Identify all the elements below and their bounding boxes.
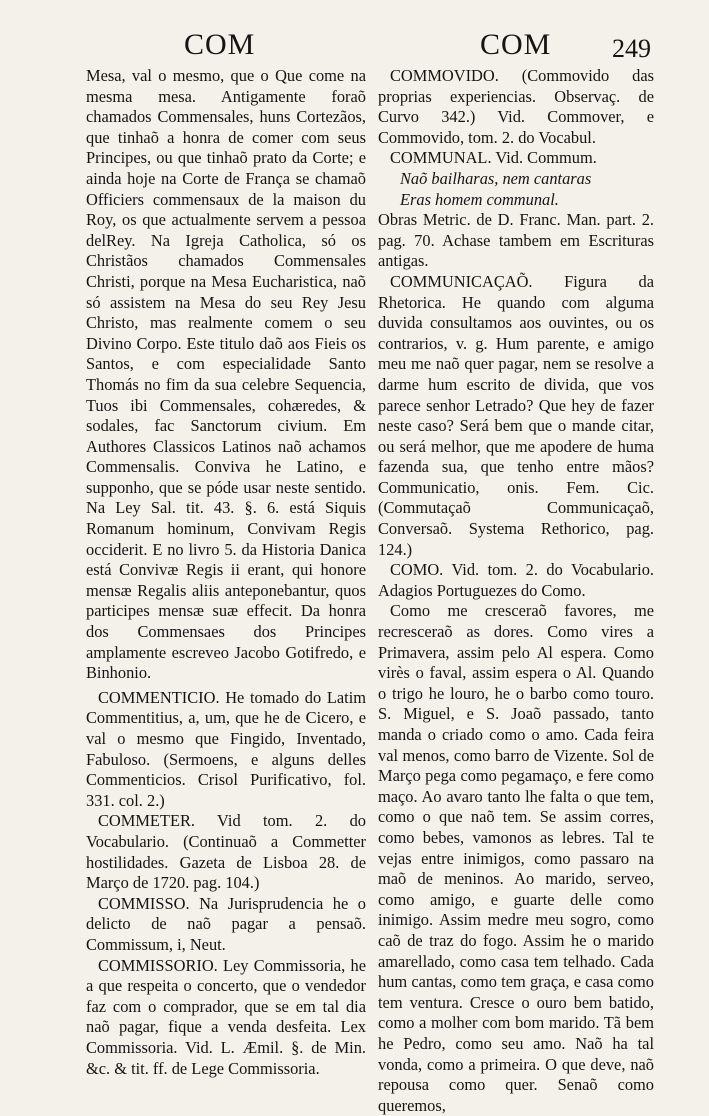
entry-commenticio: COMMENTICIO. He tomado do Latim Commentitius, a, um, que he de Cicero, e val o mesmo que Fingido, Inventado, Fabuloso. (Sermoens, e alguns delles Commenticios. Crisol Purificativo, fol. 331. col. 2.): [86, 687, 366, 810]
right-column: [378, 66, 654, 1116]
entry-communal: COMMUNAL. Vid. Commum.: [390, 148, 597, 168]
entry-communicacao: COMMUNICAÇAÕ. Figura da Rhetorica. He quando com alguma duvida consultamos aos ouvintes, ou os contrarios, v. g. Hum parente, e amigo meu me naõ quer pagar, nem se resolve a darme hum escrito de divida, que vos parece senhor Letrado? Que hey de fazer neste caso? Será bem que o mande citar, ou será melhor, que me apodere de huma fazenda sua, que tenho entre mãos? Communicatio, onis. Fem. Cic. (Commutaçaõ Communicaçaõ, Conversaõ. Systema Rethorico, pag. 124.): [378, 271, 654, 559]
entry-commisso: COMMISSO. Na Jurisprudencia he o delicto de naõ pagar a pensaõ. Commissum, i, Neut.: [86, 893, 366, 954]
adagios-text: Como me cresceraõ favores, me recresceraõ as dores. Como vires a Primavera, assim pelo Al espera. Como virès o faval, assim espera o Al. Quando o trigo he louro, he o barbo como touro. S. Miguel, e S. Joaõ passado, tanto manda o criado como o amo. Cada feira val menos, como barro de Vizente. Sol de Março pega como pegamaço, e fere como maço. Ao avaro tanto lhe falta o que tem, como o que naõ tem. Se assim corres, como bebes, vamonos as lebres. Tal te vejas entre inimigos, como passaro na maõ de meninos. Ao marido, serveo, como amigo, e guarte delle como inimigo. Assim medre meu sogro, como caõ de traz do fogo. Assim he o marido amarellado, como casa tem telhado. Cada hum cantas, como tem graça, e casa como tem ventura. Cresce o ouro bem batido, como a molher com bom marido. Tã bem he Pedro, como seu amo. Naõ ha tal vonda, como a primeira. O que deve, naõ repousa como quer. Senaõ como queremos,: [378, 601, 654, 1115]
entry-commissorio: COMMISSORIO. Ley Commissoria, he a que respeita o concerto, que o vendedor faz com o comprador, que se em tal dia naõ pagar, fique a venda desfeita. Lex Commissoria. Vid. L. Æmil. §. de Min. &c. & tit. ff. de Lege Commissoria.: [86, 955, 366, 1078]
verse-line-1: Naõ bailharas, nem cantaras: [400, 168, 592, 188]
left-column: [86, 66, 366, 1079]
verse-citation: Obras Metric. de D. Franc. Man. part. 2. pag. 70. Achase tambem em Escrituras antigas.: [378, 210, 654, 271]
entry-como: COMO. Vid. tom. 2. do Vocabulario. Adagios Portuguezes do Como.: [378, 560, 654, 600]
entry-commovido: COMMOVIDO. (Commovido das proprias experiencias. Observaç. de Curvo 342.) Vid. Commover, e Commovido, tom. 2. do Vocabul.: [378, 66, 654, 147]
header-right-word: COM: [480, 28, 552, 61]
header-left-word: COM: [184, 28, 256, 61]
running-header: [0, 28, 709, 68]
page-number: 249: [612, 34, 651, 63]
entry-commensal-continued: Mesa, val o mesmo, que o Que come na mesma mesa. Antigamente foraõ chamados Commensales, huns Cortezãos, que tinhaõ a honra de comer com seus Principes, ou que tinhaõ prato da Corte; e ainda hoje na Corte de França se chamaõ Officiers commensaux de la maison du Roy, os que actualmente servem a pessoa delRey. Na Igreja Catholica, só os Christãos chamados Commensales Christi, porque na Mesa Eucharistica, naõ só assistem na Mesa do seu Rey Jesu Christo, mas realmente comem o seu Divino Corpo. Este titulo daõ aos Fieis os Santos, e com especialidade Santo Thomás no fim da sua celebre Sequencia, Tuos ibi Commensales, cohæredes, & sodales, fac Sanctorum civium. Em Authores Classicos Latinos naõ achamos Commensalis. Conviva he Latino, e supponho, que se póde usar neste sentido. Na Ley Sal. tit. 43. §. 6. está Siquis Romanum hominum, Convivam Regis occiderit. E no livro 5. da Historia Danica está Convivæ Regis ii erant, qui honore mensæ Regalis aliis anteponebantur, quos participes mensæ suæ effecit. Da honra dos Commensaes dos Principes amplamente escreveo Jacobo Gotifredo, e Binhonio.: [86, 66, 366, 683]
entry-commeter: COMMETER. Vid tom. 2. do Vocabulario. (Continuaõ a Commetter hostilidades. Gazeta de Lisboa 28. de Março de 1720. pag. 104.): [86, 811, 366, 893]
verse-line-2: Eras homem communal.: [400, 189, 559, 209]
